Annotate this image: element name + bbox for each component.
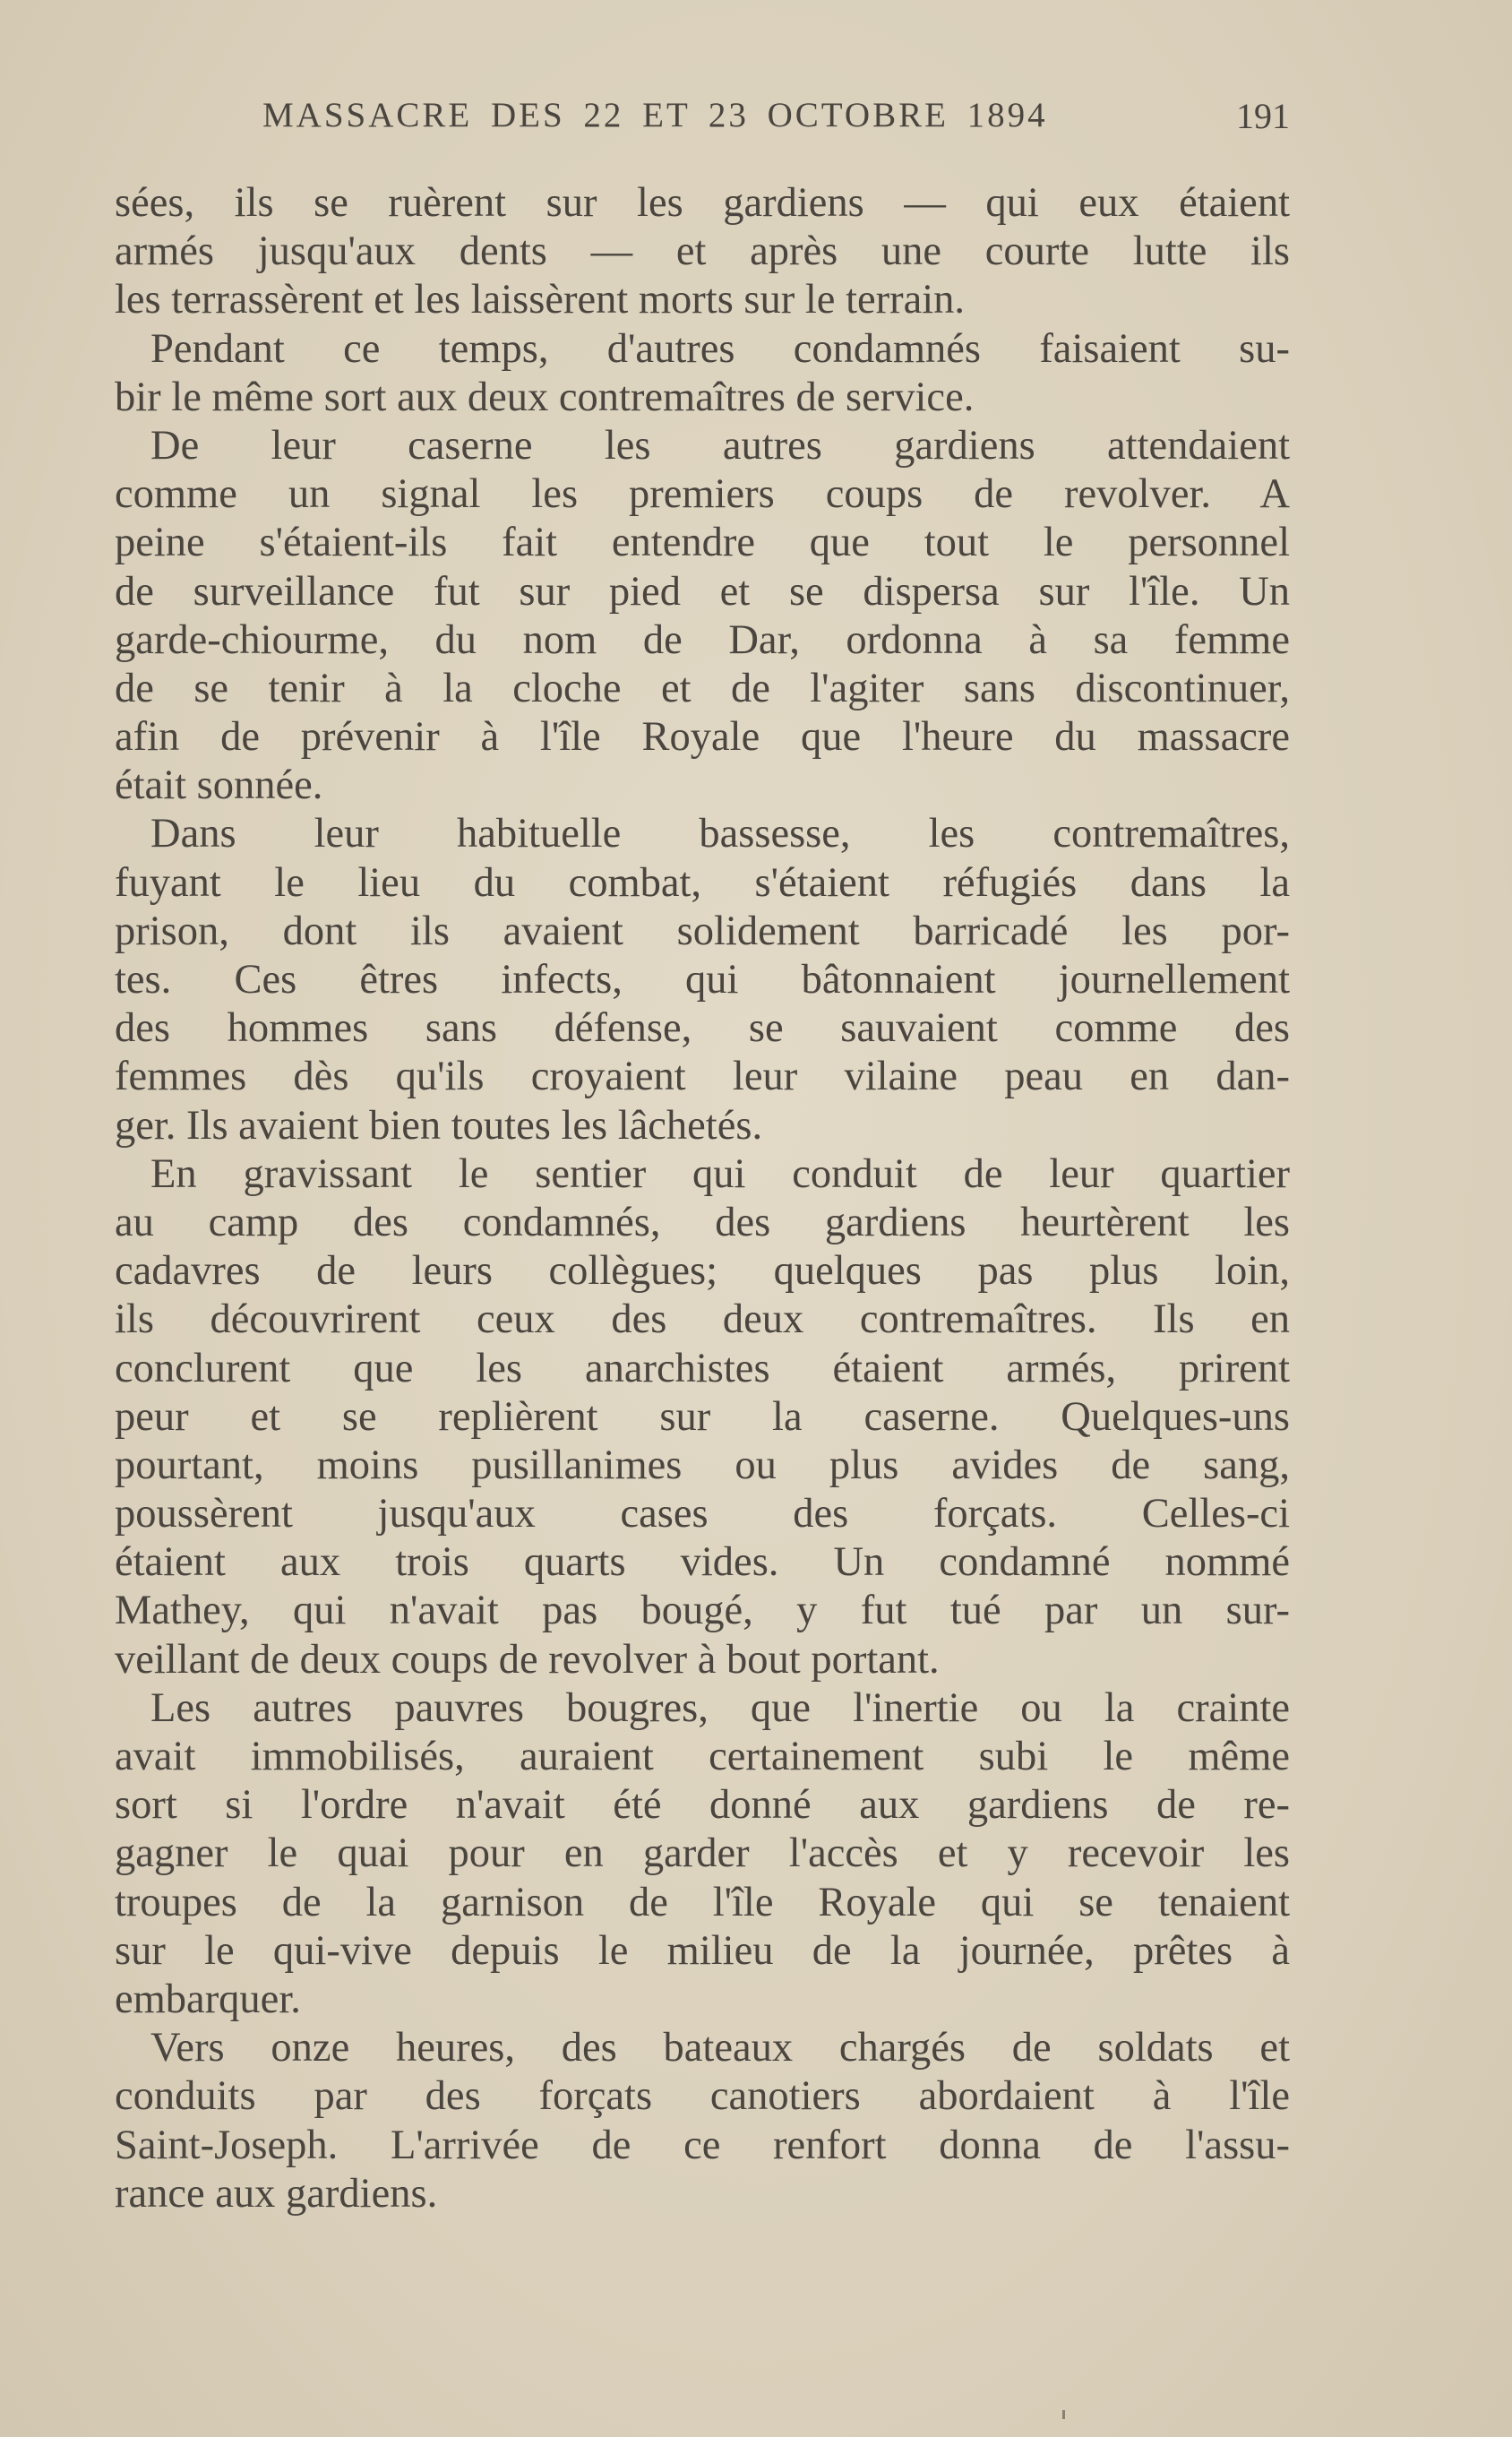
text-line: Mathey, qui n'avait pas bougé, y fut tué par un sur- [115,1588,1290,1634]
text-line: prison, dont ils avaient solidement barricadé les por- [115,908,1290,954]
text-line: bir le même sort aux deux contremaîtres de service. [115,374,975,420]
text-line: poussèrent jusqu'aux cases des forçats. Celles-ci [115,1491,1290,1537]
text-line: sées, ils se ruèrent sur les gardiens — qui eux étaient [115,180,1290,226]
text-line: ger. Ils avaient bien toutes les lâchetés. [115,1102,763,1149]
text-line: armés jusqu'aux dents — et après une courte lutte ils [115,228,1290,275]
text-line: rance aux gardiens. [115,2170,438,2217]
text-line: sur le qui-vive depuis le milieu de la journée, prêtes à [115,1927,1290,1974]
text-line: peur et se replièrent sur la caserne. Quelques-uns [115,1393,1290,1440]
text-line: les terrassèrent et les laissèrent morts sur le terrain. [115,277,966,323]
text-line: veillant de deux coups de revolver à bout portant. [115,1636,940,1683]
text-line: avait immobilisés, auraient certainement subi le même [115,1734,1290,1779]
text-line: garde-chiourme, du nom de Dar, ordonna à sa femme [115,616,1290,663]
text-line: sort si l'ordre n'avait été donné aux gardiens de re- [115,1782,1290,1829]
text-line: de se tenir à la cloche et de l'agiter sans discontinuer, [115,665,1290,711]
text-line: femmes dès qu'ils croyaient leur vilaine peau en dan- [115,1054,1290,1100]
text-line: Les autres pauvres bougres, que l'inertie ou la crainte [150,1684,1290,1731]
text-line: pourtant, moins pusillanimes ou plus avides de sang, [115,1442,1290,1488]
text-line: conclurent que les anarchistes étaient armés, prirent [115,1345,1290,1391]
text-line: troupes de la garnison de l'île Royale qui se tenaient [115,1879,1290,1925]
text-line: embarquer. [115,1976,301,2022]
text-line: Vers onze heures, des bateaux chargés de soldats et [150,2025,1290,2071]
text-line: au camp des condamnés, des gardiens heurtèrent les [115,1199,1290,1245]
text-line: ils découvrirent ceux des deux contremaîtres. Ils en [115,1296,1290,1343]
text-line: fuyant le lieu du combat, s'étaient réfugiés dans la [115,859,1290,906]
text-line: En gravissant le sentier qui conduit de leur quartier [150,1150,1290,1197]
body-text [115,179,1290,2218]
text-line: conduits par des forçats canotiers abordaient à l'île [115,2073,1290,2120]
running-title: MASSACRE DES 22 ET 23 OCTOBRE 1894 [262,96,1048,134]
text-line: tes. Ces êtres infects, qui bâtonnaient journellement [115,957,1290,1003]
page-number: 191 [1236,96,1290,136]
text-line: De leur caserne les autres gardiens attendaient [150,422,1290,469]
print-speck [1062,2410,1065,2419]
text-line: de surveillance fut sur pied et se dispersa sur l'île. Un [115,568,1290,615]
text-line: comme un signal les premiers coups de revolver. A [115,471,1290,518]
text-line: des hommes sans défense, se sauvaient comme des [115,1005,1290,1052]
text-line: peine s'étaient-ils fait entendre que tout le personnel [115,520,1290,566]
text-line: était sonnée. [115,762,323,809]
text-line: cadavres de leurs collègues; quelques pas plus loin, [115,1248,1290,1295]
text-line: Pendant ce temps, d'autres condamnés faisaient su- [150,325,1290,372]
text-line: Dans leur habituelle bassesse, les contremaîtres, [150,811,1290,857]
text-line: étaient aux trois quarts vides. Un condamné nommé [115,1539,1290,1586]
text-line: afin de prévenir à l'île Royale que l'heure du massacre [115,714,1290,761]
running-header [115,88,1290,151]
text-line: gagner le quai pour en garder l'accès et y recevoir les [115,1830,1290,1877]
text-line: Saint-Joseph. L'arrivée de ce renfort donna de l'assu- [115,2122,1290,2168]
